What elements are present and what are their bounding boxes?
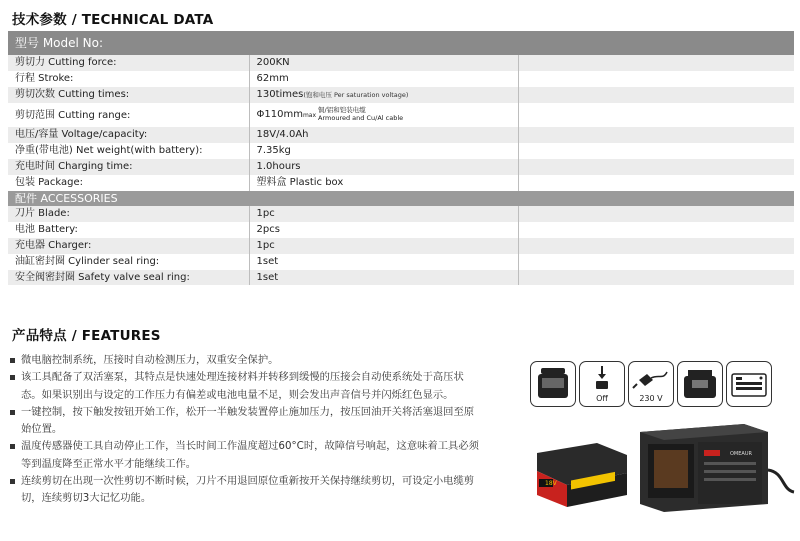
spec-label: 剪切次数 Cutting times: [8,87,249,104]
off-label: Off [596,394,608,403]
spec-note-stack [318,106,403,122]
table-row [8,55,794,71]
accessory-label: 刀片 Blade: [8,206,249,222]
spec-value [249,103,518,127]
technical-data-title: 技术参数 / TECHNICAL DATA [12,12,214,28]
spec-label: 充电时间 Charging time: [8,159,249,175]
table-row [8,159,794,175]
feature-item: 一键控制，按下触发按钮开始工作，松开一半触发装置停止施加压力，按压回油开关将活塞退回至原始位置。 [10,404,480,439]
feature-item: 连续剪切在出现一次性剪切不断时候，刀片不用退回原位重新按开关保持继续剪切，可设定小电缆剪切，连续剪切3大记忆功能。 [10,473,480,508]
accessory-value: 1set [249,254,518,270]
battery-label: 18V [545,480,557,487]
accessory-label: 电池 Battery: [8,222,249,238]
table-row [8,175,794,191]
accessory-label: 安全阀密封圈 Safety valve seal ring: [8,270,249,286]
table-row [8,222,794,238]
spec-label: 行程 Stroke: [8,71,249,87]
battery-pack-icon [677,361,723,407]
voltage-label: 230 V [639,394,663,403]
table-row [8,238,794,254]
spec-note-line: 铜/铝和铠装电缆 [318,106,366,115]
plug-voltage-icon [628,361,674,407]
spec-label: 剪切范围 Cutting range: [8,103,249,127]
spec-value [249,87,518,104]
accessory-value: 1pc [249,238,518,254]
feature-item: 该工具配备了双活塞泵，其特点是快速处理连接材料并转移到缓慢的压接会自动使系统处于高压状态。如果识别出与设定的工作压力有偏差或电池电量不足，则会发出声音信号并闪烁红色显示。 [10,369,480,404]
spec-note: (饱和电压 Per saturation voltage) [303,90,409,99]
charger-image [634,420,798,516]
model-row [8,31,794,55]
table-row [8,254,794,270]
table-row [8,127,794,143]
table-row [8,206,794,222]
feature-item: 温度传感器使工具自动停止工作，当长时间工作温度超过60°C时，故障信号响起，这意味着工具必须等到温度降至正常水平才能继续工作。 [10,438,480,473]
features-list [10,352,480,508]
spec-label: 包装 Package: [8,175,249,191]
spec-value-text: 130times [256,88,304,100]
accessory-label: 油缸密封圈 Cylinder seal ring: [8,254,249,270]
table-row [8,71,794,87]
spec-value: 200KN [249,55,518,71]
spec-note-line: Armoured and Cu/Al cable [318,114,404,123]
spec-value-sub: max [302,112,317,120]
spec-value: 塑料盒 Plastic box [249,175,518,191]
spec-value: 62mm [249,71,518,87]
feature-item: 微电脑控制系统，压接时自动检测压力，双重安全保护。 [10,352,480,369]
battery-image [527,433,633,513]
accessory-value: 1set [249,270,518,286]
accessory-value: 2pcs [249,222,518,238]
spec-label: 净重(带电池) Net weight(with battery): [8,143,249,159]
charger-brand: OMEAUR [730,451,752,457]
spec-table [8,31,794,285]
table-row [8,103,794,127]
spec-label: 剪切力 Cutting force: [8,55,249,71]
features-title: 产品特点 / FEATURES [12,328,161,344]
device-display-icon [530,361,576,407]
charger-icon [726,361,772,407]
model-label: 型号 Model No: [8,31,794,55]
accessories-header-row [8,191,794,207]
accessory-value: 1pc [249,206,518,222]
spec-value: 7.35kg [249,143,518,159]
accessory-label: 充电器 Charger: [8,238,249,254]
spec-value: 18V/4.0Ah [249,127,518,143]
accessories-header: 配件 ACCESSORIES [8,191,794,207]
spec-value-text: Φ110mm [256,109,303,121]
spec-label: 电压/容量 Voltage/capacity: [8,127,249,143]
power-off-icon [579,361,625,407]
table-row [8,143,794,159]
table-row [8,87,794,104]
spec-value: 1.0hours [249,159,518,175]
table-row [8,270,794,286]
